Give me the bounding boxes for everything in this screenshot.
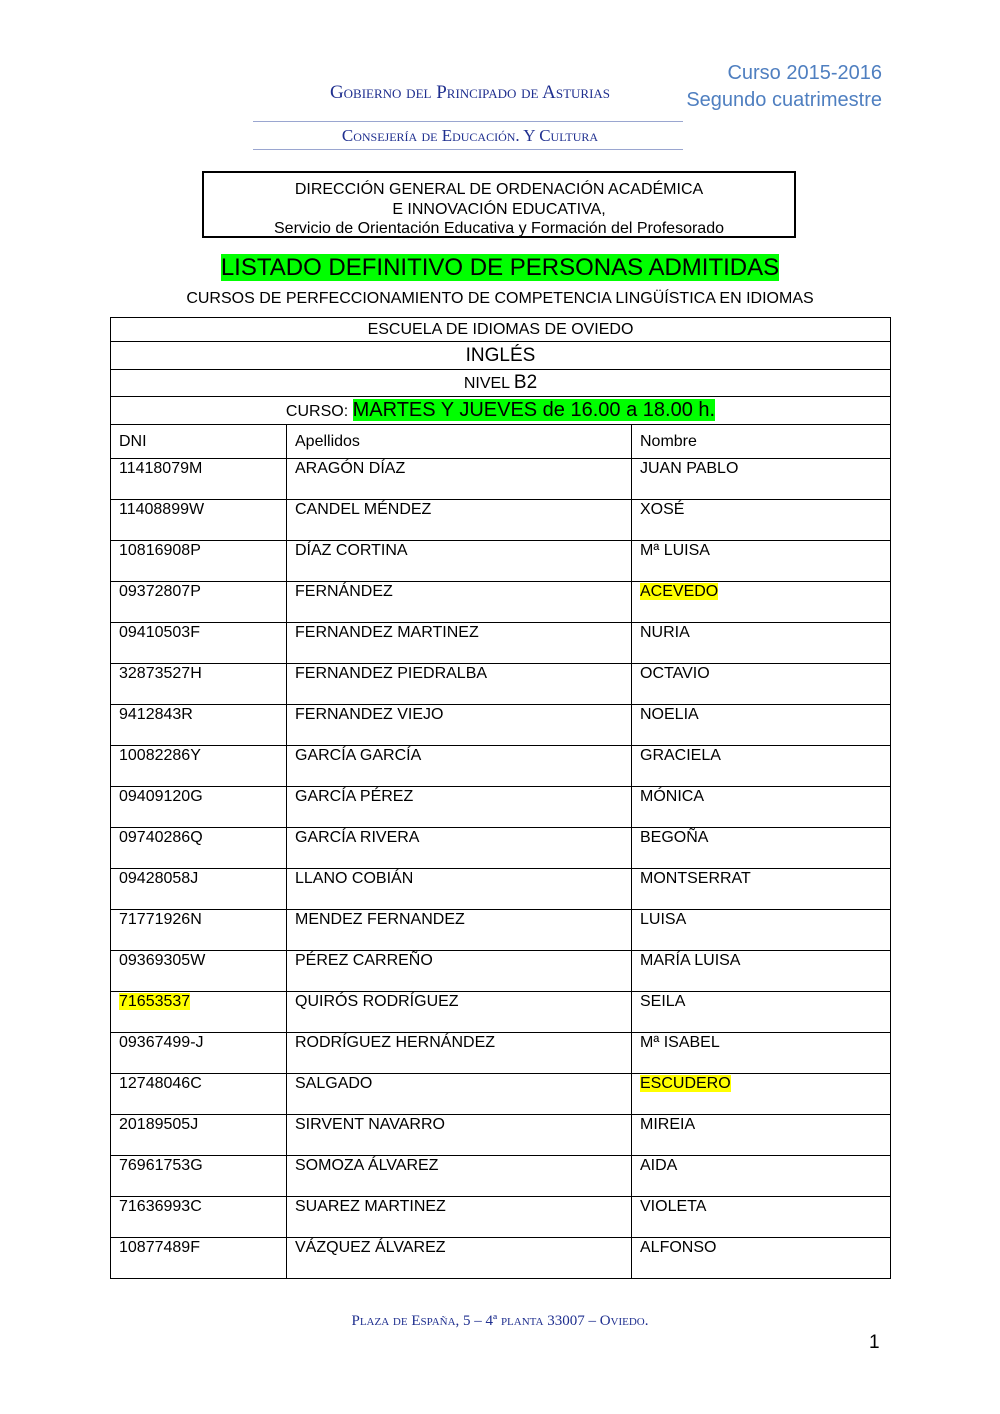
document-subtitle: CURSOS DE PERFECCIONAMIENTO DE COMPETENCIA LINGÜÍSTICA EN IDIOMAS [186, 290, 814, 307]
table-row [111, 1115, 891, 1156]
table-row [111, 869, 891, 910]
page-number: 1 [869, 1332, 880, 1353]
nivel-label: NIVEL [463, 375, 510, 392]
table-cell [632, 459, 891, 500]
cell-text: LLANO COBIÁN [295, 870, 414, 887]
cell-text: MIREIA [640, 1116, 696, 1133]
cell-text: 10082286Y [119, 747, 201, 764]
cell-text: ESCUDERO [640, 1075, 731, 1092]
curso-cell [111, 397, 891, 425]
document-title [0, 254, 1000, 282]
cell-text: CANDEL MÉNDEZ [295, 501, 432, 518]
cell-text: RODRÍGUEZ HERNÁNDEZ [295, 1034, 496, 1051]
cell-text: MENDEZ FERNANDEZ [295, 911, 465, 928]
table-cell [111, 992, 287, 1033]
cell-text: 09369305W [119, 952, 206, 969]
cell-text: GARCÍA GARCÍA [295, 747, 422, 764]
box-line: DIRECCIÓN GENERAL DE ORDENACIÓN ACADÉMICA [294, 181, 704, 198]
table-cell [111, 746, 287, 787]
table-cell [632, 1156, 891, 1197]
cell-text: SUAREZ MARTINEZ [295, 1198, 446, 1215]
cell-text: NOELIA [640, 706, 699, 723]
table-cell [632, 1033, 891, 1074]
cell-text: DÍAZ CORTINA [295, 542, 408, 559]
cell-text: SIRVENT NAVARRO [295, 1116, 445, 1133]
table-cell [111, 623, 287, 664]
table-cell [111, 1033, 287, 1074]
cell-text: 09428058J [119, 870, 199, 887]
admitted-table [110, 317, 891, 1279]
table-cell [632, 541, 891, 582]
table-row [111, 500, 891, 541]
cell-text: 10877489F [119, 1239, 200, 1256]
curso-label: CURSO: [285, 403, 349, 420]
table-cell [111, 664, 287, 705]
cell-text: FERNANDEZ VIEJO [295, 706, 444, 723]
table-row [111, 787, 891, 828]
cell-text: FERNANDEZ MARTINEZ [295, 624, 479, 641]
table-cell [287, 992, 632, 1033]
cell-text: 09410503F [119, 624, 200, 641]
table-cell [111, 705, 287, 746]
nivel-cell [111, 370, 891, 397]
table-row [111, 746, 891, 787]
cell-text: 76961753G [119, 1157, 203, 1174]
cell-text: 12748046C [119, 1075, 202, 1092]
cell-text: QUIRÓS RODRÍGUEZ [295, 993, 459, 1010]
table-cell [287, 869, 632, 910]
cell-text: GRACIELA [640, 747, 721, 764]
column-header: Nombre [632, 425, 891, 459]
table-row [111, 910, 891, 951]
table-cell [632, 582, 891, 623]
table-cell [632, 951, 891, 992]
table-cell [287, 459, 632, 500]
table-row [111, 705, 891, 746]
table-row [111, 1156, 891, 1197]
cell-text: NURIA [640, 624, 690, 641]
table-cell [111, 869, 287, 910]
divider [253, 149, 683, 150]
cell-text: ARAGÓN DÍAZ [295, 460, 406, 477]
table-cell [111, 1115, 287, 1156]
table-cell [632, 664, 891, 705]
table-cell [632, 623, 891, 664]
table-cell [287, 951, 632, 992]
table-row [111, 828, 891, 869]
table-cell [287, 623, 632, 664]
table-row [111, 1074, 891, 1115]
idioma-cell: INGLÉS [111, 342, 891, 370]
table-row [111, 623, 891, 664]
cell-text: ALFONSO [640, 1239, 717, 1256]
cell-text: 09740286Q [119, 829, 203, 846]
cell-text: VIOLETA [640, 1198, 707, 1215]
table-row [111, 1033, 891, 1074]
gobierno-heading: Gobierno del Principado de Asturias [329, 82, 611, 103]
cuatrimestre: Segundo cuatrimestre [686, 89, 882, 111]
table-cell [111, 1156, 287, 1197]
cell-text: FERNANDEZ PIEDRALBA [295, 665, 488, 682]
table-row [111, 992, 891, 1033]
nivel-value: B2 [513, 372, 538, 393]
table-cell [632, 705, 891, 746]
cell-text: AIDA [640, 1157, 678, 1174]
cell-text: 10816908P [119, 542, 201, 559]
table-cell [287, 910, 632, 951]
cell-text: MARÍA LUISA [640, 952, 741, 969]
table-cell [632, 910, 891, 951]
cell-text: 09409120G [119, 788, 203, 805]
column-header: DNI [111, 425, 287, 459]
cell-text: 71771926N [119, 911, 202, 928]
table-cell [287, 787, 632, 828]
table-cell [287, 746, 632, 787]
cell-text: 9412843R [119, 706, 193, 723]
table-cell [632, 1074, 891, 1115]
cell-text: ACEVEDO [640, 583, 719, 600]
cell-text: BEGOÑA [640, 829, 709, 846]
cell-text: JUAN PABLO [640, 460, 739, 477]
cell-text: SALGADO [295, 1075, 373, 1092]
box-line: E INNOVACIÓN EDUCATIVA, [392, 200, 606, 218]
table-cell [287, 582, 632, 623]
table-cell [287, 541, 632, 582]
cell-text: SOMOZA ÁLVAREZ [295, 1157, 439, 1174]
table-cell [632, 787, 891, 828]
table-cell [111, 910, 287, 951]
cell-text: 71636993C [119, 1198, 202, 1215]
cell-text: PÉREZ CARREÑO [295, 952, 433, 969]
table-row [111, 1197, 891, 1238]
table-cell [632, 1115, 891, 1156]
table-cell [111, 541, 287, 582]
cell-text: OCTAVIO [640, 665, 710, 682]
title-text: LISTADO DEFINITIVO DE PERSONAS ADMITIDAS [220, 254, 780, 281]
cell-text: 32873527H [119, 665, 202, 682]
table-cell [111, 951, 287, 992]
table-cell [287, 500, 632, 541]
table-cell [287, 1115, 632, 1156]
footer-address: Plaza de España, 5 – 4ª planta 33007 – Oviedo. [351, 1313, 649, 1329]
cell-text: 09372807P [119, 583, 201, 600]
cell-text: MONTSERRAT [640, 870, 751, 887]
cell-text: LUISA [640, 911, 687, 928]
table-cell [287, 828, 632, 869]
cell-text: 20189505J [119, 1116, 199, 1133]
column-header: Apellidos [287, 425, 632, 459]
table-cell [632, 500, 891, 541]
table-cell [287, 1033, 632, 1074]
table-row [111, 951, 891, 992]
table-row [111, 459, 891, 500]
cell-text: FERNÁNDEZ [295, 583, 393, 600]
table-cell [287, 1156, 632, 1197]
cell-text: 11418079M [119, 460, 203, 477]
table-cell [632, 828, 891, 869]
table-row [111, 1238, 891, 1279]
table-cell [632, 746, 891, 787]
table-cell [287, 1238, 632, 1279]
cell-text: GARCÍA RIVERA [295, 829, 420, 846]
table-cell [111, 1197, 287, 1238]
table-cell [287, 705, 632, 746]
cell-text: VÁZQUEZ ÁLVAREZ [295, 1239, 446, 1256]
table-cell [111, 787, 287, 828]
curso-year: Curso 2015-2016 [727, 62, 882, 84]
table-row [111, 664, 891, 705]
table-cell [632, 1238, 891, 1279]
table-cell [632, 992, 891, 1033]
cell-text: SEILA [640, 993, 686, 1010]
table-cell [287, 1074, 632, 1115]
cell-text: 09367499-J [119, 1034, 204, 1051]
cell-text: 71653537 [119, 993, 191, 1010]
consejeria-heading: Consejería de Educación. Y Cultura [341, 126, 599, 145]
table-cell [111, 582, 287, 623]
cell-text: 11408899W [119, 501, 205, 518]
divider [253, 121, 683, 122]
table-row [111, 541, 891, 582]
table-cell [287, 1197, 632, 1238]
table-cell [632, 869, 891, 910]
direccion-box [202, 171, 796, 238]
table-row [111, 582, 891, 623]
cell-text: GARCÍA PÉREZ [295, 788, 414, 805]
table-cell [111, 459, 287, 500]
box-line: Servicio de Orientación Educativa y Formación del Profesorado [274, 220, 724, 237]
curso-value: MARTES Y JUEVES de 16.00 a 18.00 h. [352, 399, 716, 421]
table-cell [632, 1197, 891, 1238]
cell-text: Mª ISABEL [640, 1034, 720, 1051]
table-cell [111, 500, 287, 541]
escuela-cell: ESCUELA DE IDIOMAS DE OVIEDO [111, 318, 891, 342]
cell-text: MÓNICA [640, 788, 704, 805]
cell-text: Mª LUISA [640, 542, 710, 559]
table-cell [111, 1238, 287, 1279]
table-cell [111, 1074, 287, 1115]
course-period [686, 60, 882, 114]
cell-text: XOSÉ [640, 501, 685, 518]
table-cell [111, 828, 287, 869]
table-cell [287, 664, 632, 705]
